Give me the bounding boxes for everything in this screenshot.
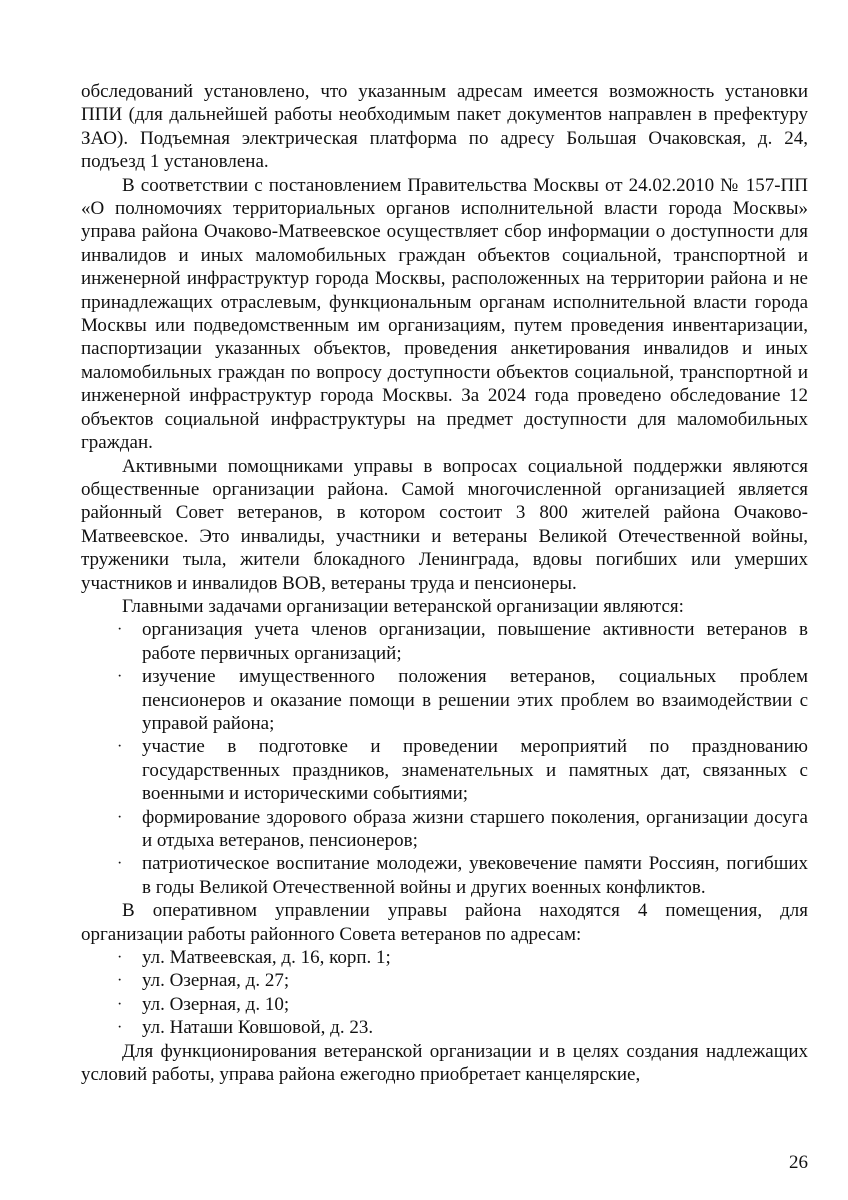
list-item-text: участие в подготовке и проведении мероприятий по празднованию государственных праздников, знаменательных и памятных дат, связанных с военными и историческими событиями;: [142, 736, 808, 805]
list-item: [81, 969, 808, 992]
list-item: [81, 665, 808, 735]
list-item-text: организация учета членов организации, повышение активности ветеранов в работе первичных организаций;: [142, 619, 808, 664]
list-item: [81, 1016, 808, 1039]
bullet-icon: ·: [117, 738, 123, 756]
bullet-icon: ·: [117, 621, 123, 639]
bullet-icon: ·: [117, 995, 123, 1013]
paragraph-government-decree: В соответствии с постановлением Правительства Москвы от 24.02.2010 № 157-ПП «О полномочиях территориальных органов исполнительной власти города Москвы» управа района Очаково-Матвеевское осуществляет сбор информации о доступности для инвалидов и иных маломобильных граждан объектов социальной, транспортной и инженерной инфраструктур города Москвы, расположенных на территории района и не принадлежащих отраслевым, функциональным органам исполнительной власти города Москвы или подведомственным им организациям, путем проведения инвентаризации, паспортизации указанных объектов, проведения анкетирования инвалидов и иных маломобильных граждан по вопросу доступности объектов социальной, транспортной и инженерной инфраструктур города Москвы. За 2024 года проведено обследование 12 объектов социальной инфраструктуры на предмет доступности для маломобильных граждан.: [81, 174, 808, 454]
tasks-list: [81, 618, 808, 899]
paragraph-survey-results: обследований установлено, что указанным адресам имеется возможность установки ППИ (для дальнейшей работы необходимым пакет документов направлен в префектуру ЗАО). Подъемная электрическая платформа по адресу Большая Очаковская, д. 24, подъезд 1 установлена.: [81, 81, 808, 173]
paragraph-office-supplies: Для функционирования ветеранской организации и в целях создания надлежащих условий работы, управа района ежегодно приобретает канцелярские,: [81, 1040, 808, 1086]
list-item: [81, 735, 808, 805]
bullet-icon: ·: [117, 668, 123, 686]
addresses-list: [81, 946, 808, 1040]
page-content: [81, 80, 808, 1086]
list-item: [81, 806, 808, 853]
paragraph-premises: В оперативном управлении управы района находятся 4 помещения, для организации работы районного Совета ветеранов по адресам:: [81, 900, 808, 945]
list-item-text: ул. Озерная, д. 10;: [142, 993, 290, 1015]
list-item: [81, 852, 808, 899]
bullet-icon: ·: [117, 949, 123, 967]
list-item: [81, 618, 808, 665]
list-item-text: формирование здорового образа жизни старшего поколения, организации досуга и отдыха ветеранов, пенсионеров;: [142, 806, 808, 851]
list-item-text: патриотическое воспитание молодежи, увековечение памяти Россиян, погибших в годы Великой Отечественной войны и других военных конфликтов.: [142, 853, 808, 898]
paragraph-veterans-council: Активными помощниками управы в вопросах социальной поддержки являются общественные организации района. Самой многочисленной организацией является районный Совет ветеранов, в котором состоит 3 800 жителей района Очаково-Матвеевское. Это инвалиды, участники и ветераны Великой Отечественной войны, труженики тыла, жители блокадного Ленинграда, вдовы погибших или умерших участников и инвалидов ВОВ, ветераны труда и пенсионеры.: [81, 455, 808, 594]
list-item-text: ул. Матвеевская, д. 16, корп. 1;: [142, 947, 391, 969]
list-item: [81, 993, 808, 1016]
list-item-text: ул. Озерная, д. 27;: [142, 970, 290, 992]
page-number: 26: [789, 1152, 808, 1173]
list-item-text: изучение имущественного положения ветеранов, социальных проблем пенсионеров и оказание помощи в решении этих проблем во взаимодействии с управой района;: [142, 666, 808, 734]
paragraph-tasks-intro: Главными задачами организации ветеранской организации являются:: [122, 595, 684, 617]
bullet-icon: ·: [117, 808, 123, 826]
list-item: [81, 946, 808, 969]
list-item-text: ул. Наташи Ковшовой, д. 23.: [142, 1017, 374, 1039]
bullet-icon: ·: [117, 855, 123, 873]
bullet-icon: ·: [117, 972, 123, 990]
bullet-icon: ·: [117, 1019, 123, 1037]
